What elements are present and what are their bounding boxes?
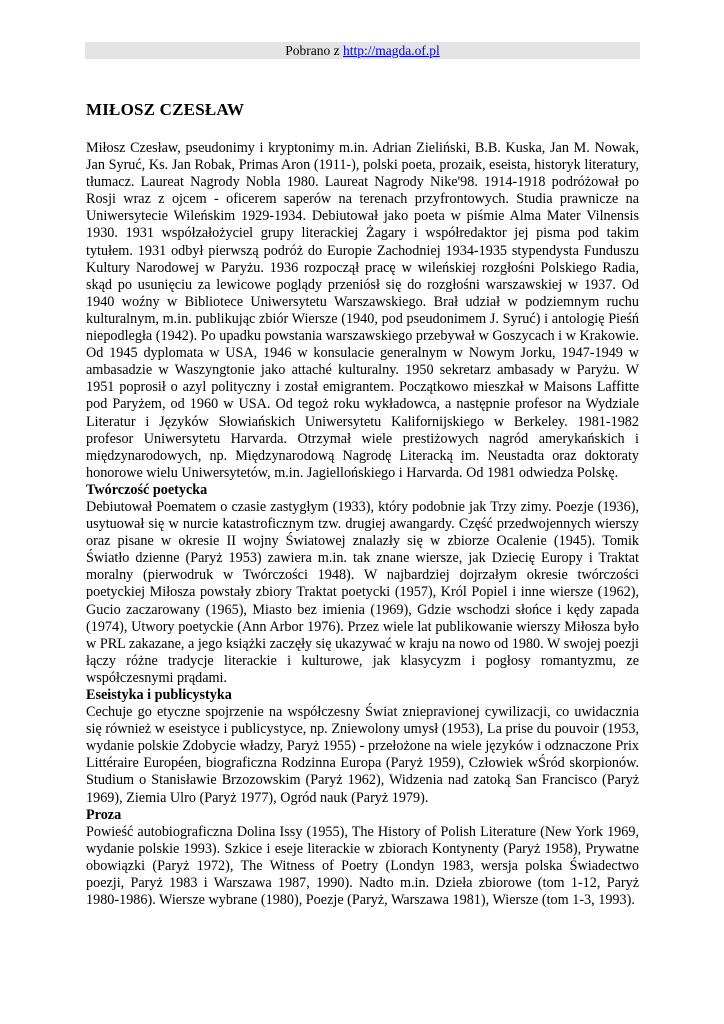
section-heading-essays: Eseistyka i publicystyka bbox=[86, 687, 232, 703]
page-title: MIŁOSZ CZESŁAW bbox=[86, 100, 245, 119]
source-header bbox=[85, 42, 640, 59]
source-link[interactable]: http://magda.of.pl bbox=[343, 43, 440, 58]
article-body bbox=[86, 140, 639, 909]
intro-paragraph: Miłosz Czesław, pseudonimy i kryptonimy m.in. Adrian Zieliński, B.B. Kuska, Jan M. Nowak, Jan Syruć, Ks. Jan Robak, Primas Aron (1911-), polski poeta, prozaik, eseista, historyk literatury, tłumacz. Laureat Nagrody Nobla 1980. Laureat Nagrody Nike'98. 1914-1918 podróżował po Rosji wraz z ojcem - oficerem saperów na terenach przyfrontowych. Studia prawnicze na Uniwersytecie Wileńskim 1929-1934. Debiutował jako poeta w piśmie Alma Mater Vilnensis 1930. 1931 współzałożyciel grupy literackiej Żagary i współredaktor jej pisma pod takim tytułem. 1931 odbył pierwszą podróż do Europie Zachodniej 1934-1935 stypendysta Funduszu Kultury Narodowej w Paryżu. 1936 rozpoczął pracę w wileńskiej rozgłośni Polskiego Radia, skąd po usunięciu za lewicowe poglądy przeniósł się do rozgłośni warszawskiej w 1937. Od 1940 woźny w Bibliotece Uniwersytetu Warszawskiego. Brał udział w podziemnym ruchu kulturalnym, m.in. publikując zbiór Wiersze (1940, pod pseudonimem J. Syruć) i antologię Pieśń niepodległa (1942). Po upadku powstania warszawskiego przebywał w Goszycach i w Krakowie. Od 1945 dyplomata w USA, 1946 w konsulacie generalnym w Nowym Jorku, 1947-1949 w ambasadzie w Waszyngtonie jako attaché kulturalny. 1950 sekretarz ambasady w Paryżu. W 1951 poprosił o azyl polityczny i został emigrantem. Początkowo mieszkał w Maisons Laffitte pod Paryżem, od 1960 w USA. Od tegoż roku wykładowca, a następnie profesor na Wydziale Literatur i Języków Słowiańskich Uniwersytetu Kalifornijskiego w Berkeley. 1981-1982 profesor Uniwersytetu Harvarda. Otrzymał wiele prestiżowych nagród amerykańskich i międzynarodowych, np. Międzynarodową Nagrodę Literacką im. Neustadta oraz doktoraty honorowe wielu Uniwersytetów, m.in. Jagiellońskiego i Harvarda. Od 1981 odwiedza Polskę. bbox=[86, 140, 639, 481]
section-text-prose: Powieść autobiograficzna Dolina Issy (1955), The History of Polish Literature (New York 1969, wydanie polskie 1993). Szkice i eseje literackie w zbiorach Kontynenty (Paryż 1958), Prywatne obowiązki (Paryż 1972), The Witness of Poetry (Londyn 1983, wersja polska Świadectwo poezji, Paryż 1983 i Warszawa 1987, 1990). Nadto m.in. Dzieła zbiorowe (tom 1-12, Paryż 1980-1986). Wiersze wybrane (1980), Poezje (Paryż, Warszawa 1981), Wiersze (tom 1-3, 1993). bbox=[86, 823, 639, 909]
section-heading-poetry: Twórczość poetycka bbox=[86, 481, 208, 498]
section-text-poetry: Debiutował Poematem o czasie zastygłym (1933), który podobnie jak Trzy zimy. Poezje (1936), usytuował się w nurcie katastroficznym tzw. drugiej awangardy. Część przedwojennych wierszy oraz pisane w okresie II wojny Światowej znalazły się w zbiorze Ocalenie (1945). Tomik Światło dzienne (Paryż 1953) zawiera m.in. tak znane wiersze, jak Dziecię Europy i Traktat moralny (pierwodruk w Twórczości 1948). W najbardziej dojrzałym okresie twórczości poetyckiej Miłosza powstały zbiory Traktat poetycki (1957), Król Popiel i inne wiersze (1962), Gucio zaczarowany (1965), Miasto bez imienia (1969), Gdzie wschodzi słońce i kędy zapada (1974), Utwory poetyckie (Ann Arbor 1976). Przez wiele lat publikowanie wierszy Miłosza było w PRL zakazane, a jego książki zaczęły się ukazywać w kraju na nowo od 1980. W swojej poezji łączy różne tradycje literackie i kulturowe, jak klasycyzm i pogłosy romantyzmu, ze współczesnymi prądami. bbox=[86, 498, 639, 686]
source-prefix: Pobrano z bbox=[285, 43, 343, 58]
section-heading-prose: Proza bbox=[86, 806, 122, 823]
section-text-essays: Cechuje go etyczne spojrzenie na współczesny Świat zniepravionej cywilizacji, co uwidacznia się również w eseistyce i publicystyce, np. Zniewolony umysł (1953), La prise du pouvoir (1953, wydanie polskie Zdobycie władzy, Paryż 1955) - przełożone na wiele języków i odznaczone Prix Littéraire Européen, biograficzna Rodzinna Europa (Paryż 1959), Człowiek wŚród skorpionów. Studium o Stanisławie Brzozowskim (Paryż 1962), Widzenia nad zatoką San Francisco (Paryż 1969), Ziemia Ulro (Paryż 1977), Ogród nauk (Paryż 1979). bbox=[86, 704, 639, 806]
